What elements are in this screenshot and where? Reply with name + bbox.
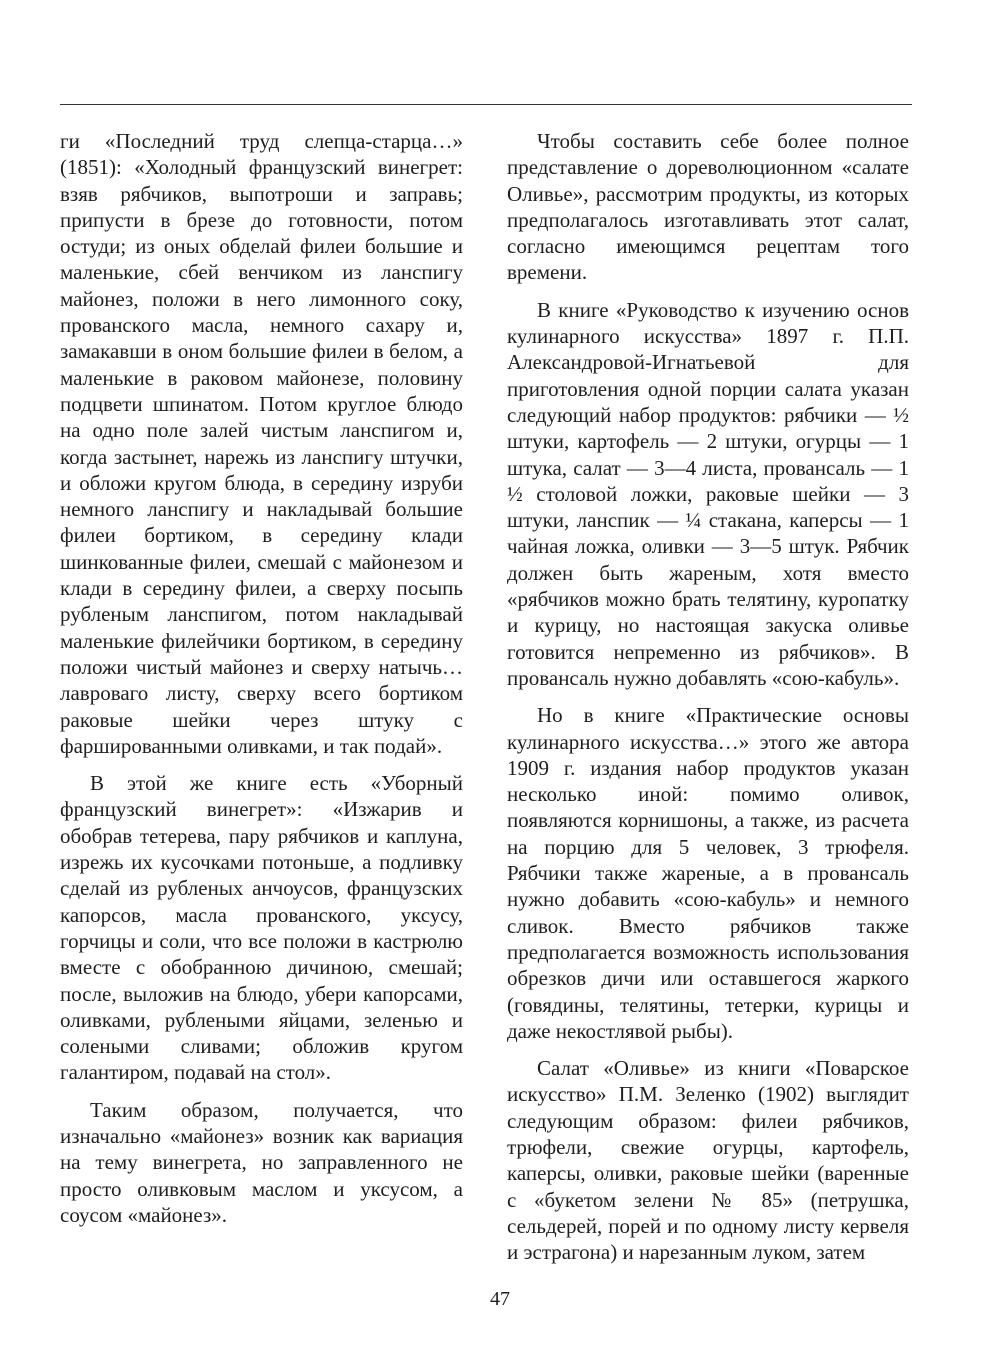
header-rule [60,104,912,105]
left-paragraph-2: В этой же книге есть «Уборный французский винегрет»: «Изжарив и обобрав тетерева, пару рябчиков и каплуна, изрежь их кусочками потоньше, а подливку сделай из рубленых анчоусов, французских капорсов, масла прованского, уксусу, горчицы и соли, что все положи в кастрюлю вместе с обобранною дичиною, смешай; после, выложив на блюдо, убери капорсами, оливками, рублеными яйцами, зеленью и солеными сливами; обложив кругом галантиром, подавай на стол». [60,771,463,1085]
right-paragraph-4: Салат «Оливье» из книги «Поварское искусство» П.М. Зеленко (1902) выглядит следующим образом: филеи рябчиков, трюфели, свежие огурцы, картофель, каперсы, оливки, раковые шейки (варенные с «букетом зелени № 85» (петрушка, сельдерей, порей и по одному листу кервеля и эстрагона) и нарезанным луком, затем [507,1056,909,1265]
page-number: 47 [490,1288,510,1310]
right-paragraph-1: Чтобы составить себе более полное представление о дореволюционном «салате Оливье», рассмотрим продукты, из которых предполагалось изготавливать этот салат, согласно имеющимся рецептам того времени. [507,129,909,285]
left-paragraph-1: ги «Последний труд слепца-старца…» (1851): «Холодный французский винегрет: взяв рябчиков, выпотроши и заправь; припусти в брезе до готовности, потом остуди; из оных обделай филеи большие и маленькие, сбей венчиком из ланспигу майонез, положи в него лимонного соку, прованского масла, немного сахару и, замакавши в оном большие филеи в белом, а маленькие в раковом майонезе, половину подцвети шпинатом. Потом круглое блюдо на одно поле залей чистым ланспигом и, когда застынет, нарежь из ланспигу штучки, и обложи кругом блюда, в середину изруби немного ланспигу и накладывай большие филеи бортиком, в середину клади шинкованные филеи, смешай с майонезом и клади в середину филеи, а сверху посыпь рубленым ланспигом, потом накладывай маленькие филейчики бортиком, в середину положи чистый майонез и сверху натычь… лавроваго листу, сверху всего бортиком раковые шейки через штуку с фаршированными оливками, и так подай». [60,129,463,758]
left-paragraph-3: Таким образом, получается, что изначально «майонез» возник как вариация на тему винегрета, но заправленного не просто оливковым маслом и уксусом, а соусом «майонез». [60,1097,463,1227]
right-column [507,128,909,1276]
right-paragraph-2: В книге «Руководство к изучению основ кулинарного искусства» 1897 г. П.П. Александровой-Игнатьевой для приготовления одной порции салата указан следующий набор продуктов: рябчики — ½ штуки, картофель — 2 штуки, огурцы — 1 штука, салат — 3—4 листа, провансаль — 1 ½ столовой ложки, раковые шейки — 3 штуки, ланспик — ¼ стакана, каперсы — 1 чайная ложка, оливки — 3—5 штук. Рябчик должен быть жареным, хотя вместо «рябчиков можно брать телятину, куропатку и курицу, но настоящая закуска оливье готовится непременно из рябчиков». В провансаль нужно добавлять «сою-кабуль». [507,297,909,690]
right-paragraph-3: Но в книге «Практические основы кулинарного искусства…» этого же автора 1909 г. издания набор продуктов указан несколько иной: помимо оливок, появляются корнишоны, а также, из расчета на порцию для 5 человек, 3 трюфеля. Рябчики также жареные, а в провансаль нужно добавить «сою-кабуль» и немного сливок. Вместо рябчиков также предполагается возможность использования обрезков дичи или оставшегося жаркого (говядины, телятины, тетерки, курицы и даже некостлявой рыбы). [507,703,909,1043]
left-column [60,128,463,1239]
